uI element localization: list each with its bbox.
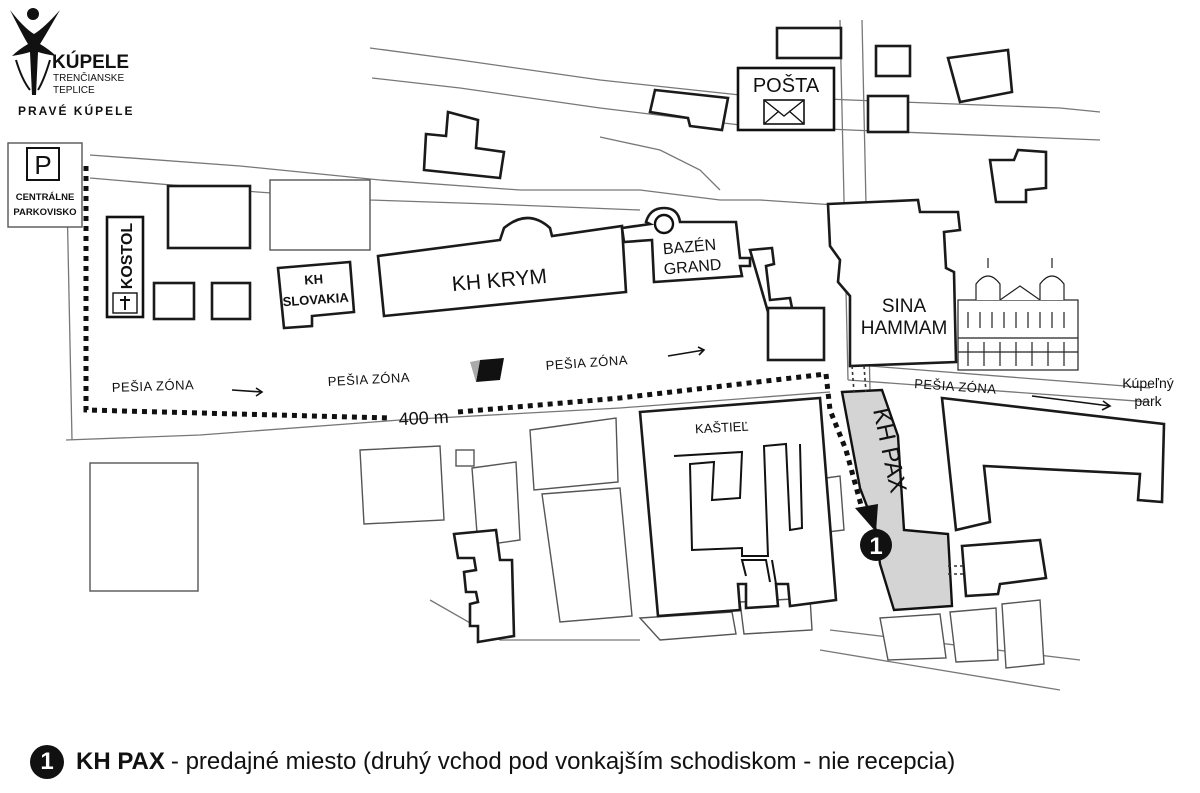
legend-place-name: KH PAX xyxy=(76,748,165,775)
sales-point-number: 1 xyxy=(869,533,883,560)
arrow-right-icon-2 xyxy=(668,347,704,356)
kh-slovakia-label-2: SLOVAKIA xyxy=(282,289,350,310)
bazen-grand[interactable] xyxy=(622,208,750,282)
kastiel-label: KAŠTIEĽ xyxy=(694,418,749,437)
spa-park-label-1: Kúpeľný xyxy=(1122,375,1174,391)
envelope-icon xyxy=(764,100,804,124)
kh-krym[interactable] xyxy=(378,218,626,316)
sales-point-marker[interactable] xyxy=(860,529,892,561)
parking-icon: P xyxy=(34,150,52,180)
pavilion-marker-icon xyxy=(476,358,504,382)
connector-building xyxy=(750,248,824,360)
building-west-1 xyxy=(168,186,250,248)
west-block xyxy=(154,186,250,319)
legend-description: - predajné miesto (druhý vchod pod vonkajším schodiskom - nie recepcia) xyxy=(170,748,956,775)
logo-line2: TEPLICE xyxy=(53,85,95,96)
central-parking[interactable] xyxy=(8,143,82,227)
spa-park[interactable] xyxy=(1122,375,1174,409)
church-label: KOSTOL xyxy=(119,222,136,290)
building-area-nw xyxy=(270,180,370,250)
arrow-right-icon xyxy=(232,388,262,396)
building-west-2 xyxy=(154,283,194,319)
building-north-6 xyxy=(948,50,1012,102)
pedestrian-zone-3: PEŠIA ZÓNA xyxy=(545,352,629,373)
pedestrian-zone-1: PEŠIA ZÓNA xyxy=(111,377,195,395)
legend-number-badge: 1 xyxy=(30,745,64,779)
route-arrow-icon xyxy=(855,504,878,532)
church[interactable] xyxy=(107,217,143,317)
kh-krym-label: KH KRYM xyxy=(450,264,548,297)
map-legend xyxy=(30,742,955,782)
bazen-label-1: BAZÉN xyxy=(662,236,717,259)
post-office[interactable] xyxy=(738,68,834,130)
kh-slovakia-label-1: KH xyxy=(303,271,324,288)
building-north-1 xyxy=(424,112,504,178)
building-north-7 xyxy=(990,150,1046,202)
kastiel[interactable] xyxy=(640,398,836,616)
sina-hammam-label-2: HAMMAM xyxy=(860,318,948,339)
cross-icon xyxy=(113,293,137,313)
spa-building-illustration-icon xyxy=(958,258,1078,370)
parking-label-2: PARKOVISKO xyxy=(13,207,77,218)
sina-hammam-label-1: SINA xyxy=(881,296,927,317)
pedestrian-zone-4: PEŠIA ZÓNA xyxy=(913,376,997,397)
parking-label-1: CENTRÁLNE xyxy=(15,192,75,203)
sina-hammam[interactable] xyxy=(828,200,960,366)
building-west-3 xyxy=(212,283,250,319)
building-north-4 xyxy=(868,96,908,132)
spa-park-label-2: park xyxy=(1134,393,1162,409)
pedestrian-zone-2: PEŠIA ZÓNA xyxy=(327,369,411,389)
kh-slovakia[interactable] xyxy=(278,262,354,328)
east-building xyxy=(942,398,1164,596)
building-north-5 xyxy=(876,46,910,76)
kupele-logo xyxy=(10,8,134,118)
logo-name: KÚPELE xyxy=(52,52,130,73)
building-north-2 xyxy=(650,90,728,130)
logo-slogan: PRAVÉ KÚPELE xyxy=(18,104,135,118)
bazen-label-2: GRAND xyxy=(663,256,723,279)
post-office-label: POŠTA xyxy=(752,75,820,97)
logo-line1: TRENČIANSKE xyxy=(53,73,125,84)
route-distance: 400 m xyxy=(398,406,450,430)
building-north-3 xyxy=(777,28,841,58)
kh-pax-label: KH PAX xyxy=(867,405,912,496)
